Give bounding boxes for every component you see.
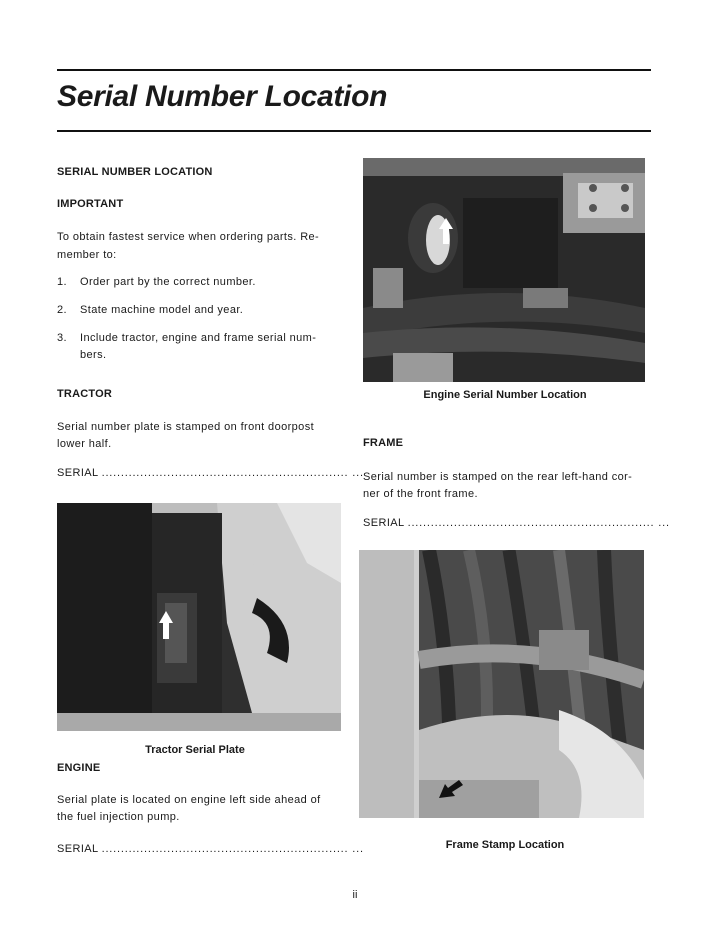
engine-text-line-1: Serial plate is located on engine left side ahead of (57, 794, 321, 806)
frame-serial-line (363, 517, 670, 529)
title-rule (57, 130, 651, 132)
step-text: State machine model and year. (80, 304, 244, 316)
tractor-serial-line (57, 467, 364, 479)
engine-text-line-2: the fuel injection pump. (57, 811, 180, 823)
tractor-serial-plate-photo (57, 503, 341, 731)
engine-serial-number-photo (363, 158, 645, 382)
frame-text-line-1: Serial number is stamped on the rear left-hand cor- (363, 471, 633, 483)
engine-serial-line (57, 843, 364, 855)
frame-text-line-2: ner of the front frame. (363, 488, 478, 500)
serial-label: SERIAL (57, 843, 99, 855)
frame-heading: FRAME (363, 437, 404, 449)
arrow-icon (159, 611, 173, 639)
section-heading: SERIAL NUMBER LOCATION (57, 166, 213, 178)
engine-heading: ENGINE (57, 762, 101, 774)
important-heading: IMPORTANT (57, 198, 124, 210)
serial-dots: ................................................................ ... (101, 843, 364, 855)
step-text: Order part by the correct number. (80, 276, 256, 288)
frame-stamp-photo (359, 550, 644, 818)
step-text: Include tractor, engine and frame serial num- (80, 332, 317, 344)
serial-label: SERIAL (57, 467, 99, 479)
step-number: 1. (57, 276, 67, 288)
serial-dots: ................................................................ ... (101, 467, 364, 479)
tractor-text-line-2: lower half. (57, 438, 112, 450)
serial-dots: ................................................................ ... (407, 517, 670, 529)
frame-caption: Frame Stamp Location (445, 839, 565, 851)
engine-caption: Engine Serial Number Location (423, 389, 587, 401)
step-text-continued: bers. (80, 349, 107, 361)
intro-line-1: To obtain fastest service when ordering parts. Re- (57, 231, 320, 243)
tractor-heading: TRACTOR (57, 388, 112, 400)
intro-line-2: member to: (57, 249, 117, 261)
top-rule (57, 69, 651, 71)
arrow-icon (439, 780, 463, 798)
page-title: Serial Number Location (57, 80, 388, 113)
serial-label: SERIAL (363, 517, 405, 529)
step-number: 3. (57, 332, 67, 344)
tractor-caption: Tractor Serial Plate (145, 744, 245, 756)
arrow-icon (439, 218, 453, 244)
step-number: 2. (57, 304, 67, 316)
page-number: ii (352, 889, 358, 901)
tractor-text-line-1: Serial number plate is stamped on front doorpost (57, 421, 315, 433)
